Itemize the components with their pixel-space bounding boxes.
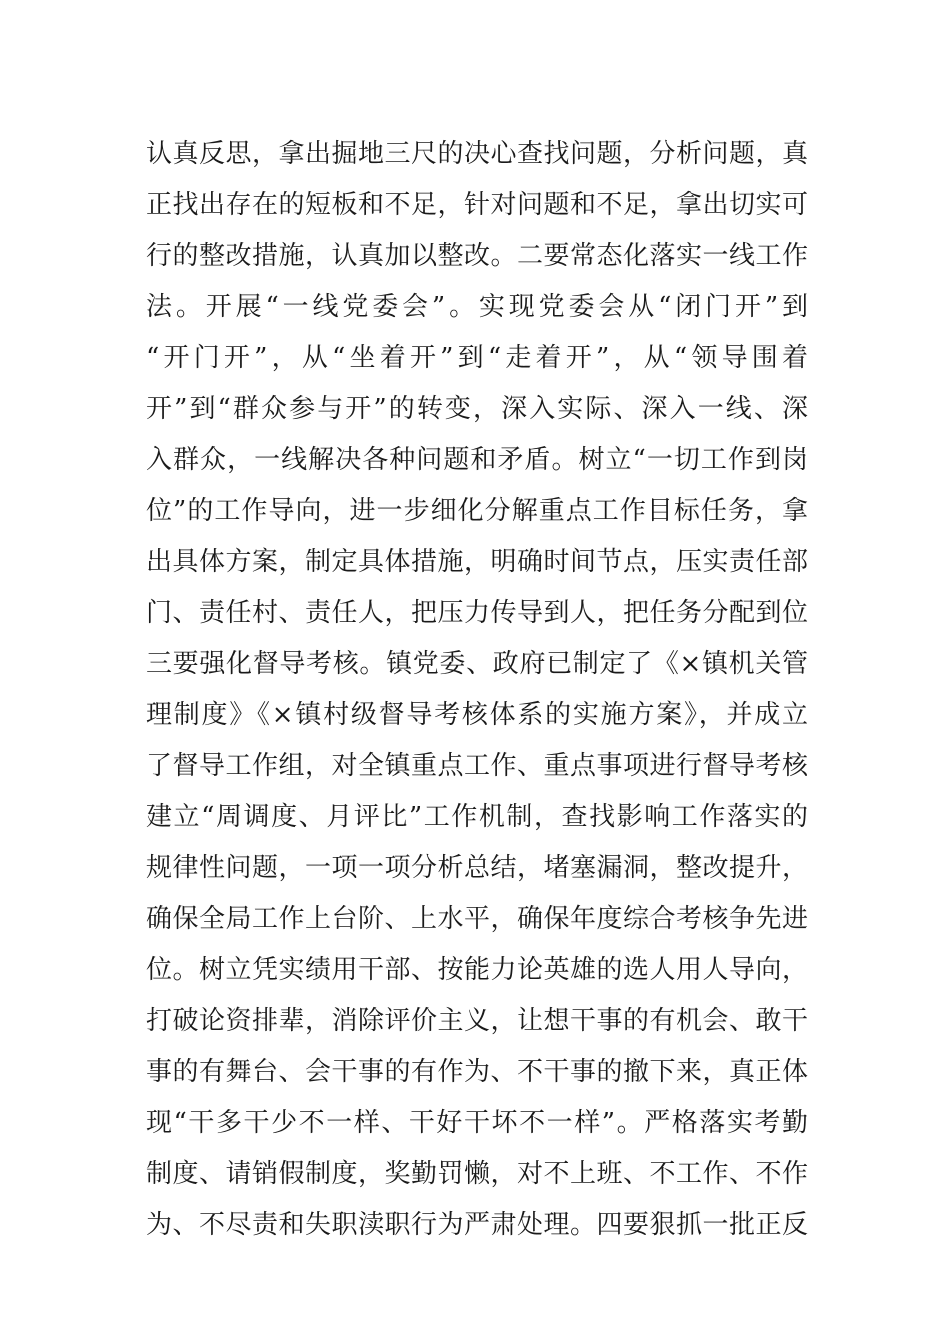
text-line: 认真反思，拿出掘地三尺的决心查找问题，分析问题，真 [146,139,808,169]
text-line: 正找出存在的短板和不足，针对问题和不足，拿出切实可 [146,190,808,220]
text-line: 位。树立凭实绩用干部、按能力论英雄的选人用人导向， [146,955,808,985]
text-line: 事的有舞台、会干事的有作为、不干事的撤下来，真正体 [146,1057,808,1087]
text-line: 开”到“群众参与开”的转变，深入实际、深入一线、深 [146,394,808,424]
text-line: 门、责任村、责任人，把压力传导到人，把任务分配到位 [146,598,808,628]
text-line: 理制度》《×镇村级督导考核体系的实施方案》，并成立 [146,700,808,730]
text-line: 出具体方案，制定具体措施，明确时间节点，压实责任部 [146,547,808,577]
text-line: 法。开展“一线党委会”。实现党委会从“闭门开”到 [146,292,808,322]
text-line: 行的整改措施，认真加以整改。二要常态化落实一线工作 [146,241,808,271]
text-line: 位”的工作导向，进一步细化分解重点工作目标任务，拿 [146,496,808,526]
text-line: 现“干多干少不一样、干好干坏不一样”。严格落实考勤 [146,1108,808,1138]
text-line: 规律性问题，一项一项分析总结，堵塞漏洞，整改提升， [146,853,808,883]
text-line: 了督导工作组，对全镇重点工作、重点事项进行督导考核 [146,751,808,781]
text-line: 为、不尽责和失职渎职行为严肃处理。四要狠抓一批正反 [146,1210,808,1240]
text-line: 确保全局工作上台阶、上水平，确保年度综合考核争先进 [146,904,808,934]
text-line: 建立“周调度、月评比”工作机制，查找影响工作落实的 [146,802,808,832]
body-paragraph [146,129,808,1251]
text-line: 制度、请销假制度，奖勤罚懒，对不上班、不工作、不作 [146,1159,808,1189]
text-line: 三要强化督导考核。镇党委、政府已制定了《×镇机关管 [146,649,808,679]
text-line: 打破论资排辈，消除评价主义，让想干事的有机会、敢干 [146,1006,808,1036]
text-line: “开门开”，从“坐着开”到“走着开”，从“领导围着 [146,343,808,373]
text-line: 入群众，一线解决各种问题和矛盾。树立“一切工作到岗 [146,445,808,475]
